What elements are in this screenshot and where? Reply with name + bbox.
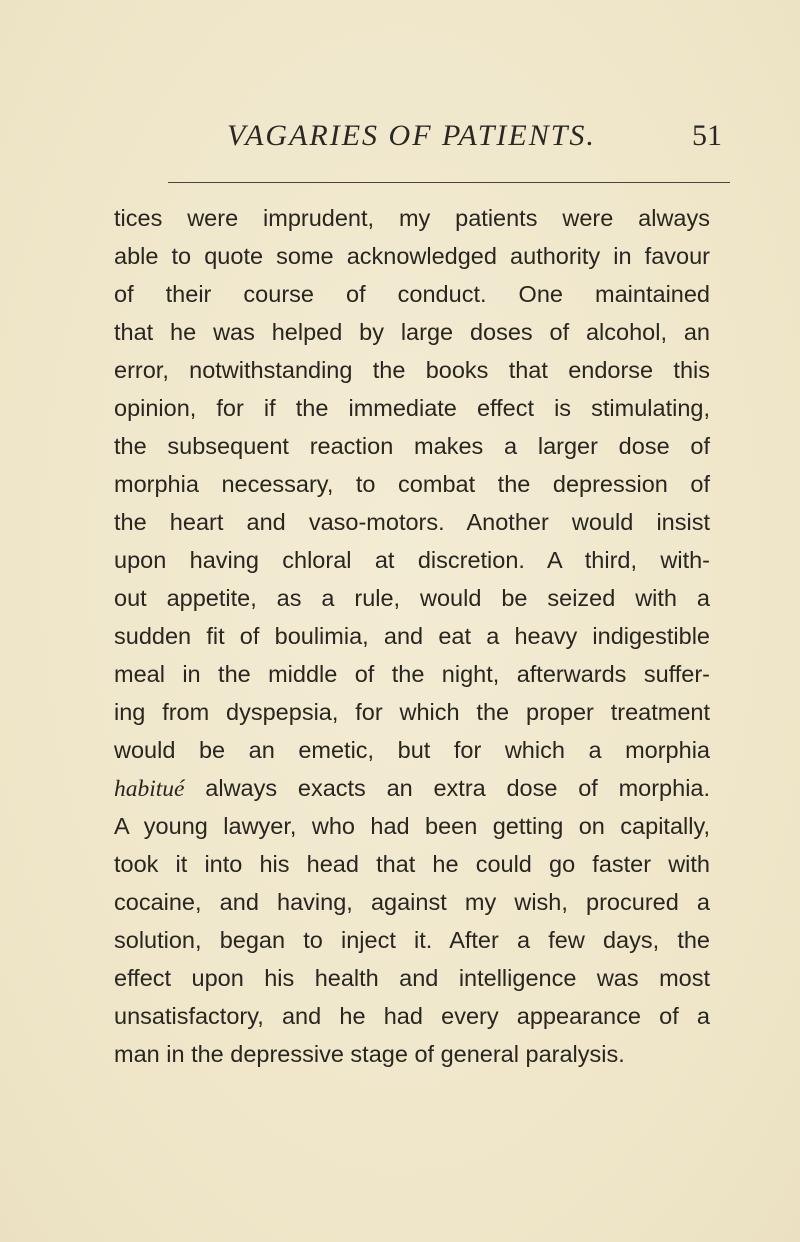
text-line: ing from dyspepsia, for which the proper treatment xyxy=(114,699,710,725)
text-line: able to quote some acknowledged authority in favour xyxy=(114,243,710,269)
text-line: that he was helped by large doses of alcohol, an xyxy=(114,319,710,345)
text-line: meal in the middle of the night, afterwards suffer- xyxy=(114,661,710,687)
text-line: would be an emetic, but for which a morphia xyxy=(114,737,710,763)
page-header xyxy=(170,118,730,162)
text-line: man in the depressive stage of general paralysis. xyxy=(114,1041,625,1067)
italic-word: habitué xyxy=(114,776,185,802)
text-line: sudden fit of boulimia, and eat a heavy indigestible xyxy=(114,623,710,649)
text-line-with-italic xyxy=(114,769,710,807)
text-line: effect upon his health and intelligence was most xyxy=(114,965,710,991)
text-line: tices were imprudent, my patients were always xyxy=(114,205,710,231)
text-line: the subsequent reaction makes a larger dose of xyxy=(114,433,710,459)
text-line-rest: always exacts an extra dose of morphia. xyxy=(205,775,711,801)
header-rule xyxy=(168,182,730,183)
text-line: unsatisfactory, and he had every appearance of a xyxy=(114,1003,710,1029)
text-line: took it into his head that he could go faster with xyxy=(114,851,710,877)
page-number: 51 xyxy=(692,119,722,152)
text-line: morphia necessary, to combat the depression of xyxy=(114,471,710,497)
text-line: cocaine, and having, against my wish, procured a xyxy=(114,889,710,915)
text-line: opinion, for if the immediate effect is stimulating, xyxy=(114,395,710,421)
body-text xyxy=(114,199,710,1073)
text-line: upon having chloral at discretion. A third, with- xyxy=(114,547,710,573)
text-line: A young lawyer, who had been getting on capitally, xyxy=(114,813,710,839)
text-line: of their course of conduct. One maintained xyxy=(114,281,710,307)
text-line: solution, began to inject it. After a few days, the xyxy=(114,927,710,953)
running-head: VAGARIES OF PATIENTS. xyxy=(227,119,596,152)
text-line: out appetite, as a rule, would be seized with a xyxy=(114,585,710,611)
text-line: the heart and vaso-motors. Another would insist xyxy=(114,509,710,535)
text-line: error, notwithstanding the books that endorse this xyxy=(114,357,710,383)
